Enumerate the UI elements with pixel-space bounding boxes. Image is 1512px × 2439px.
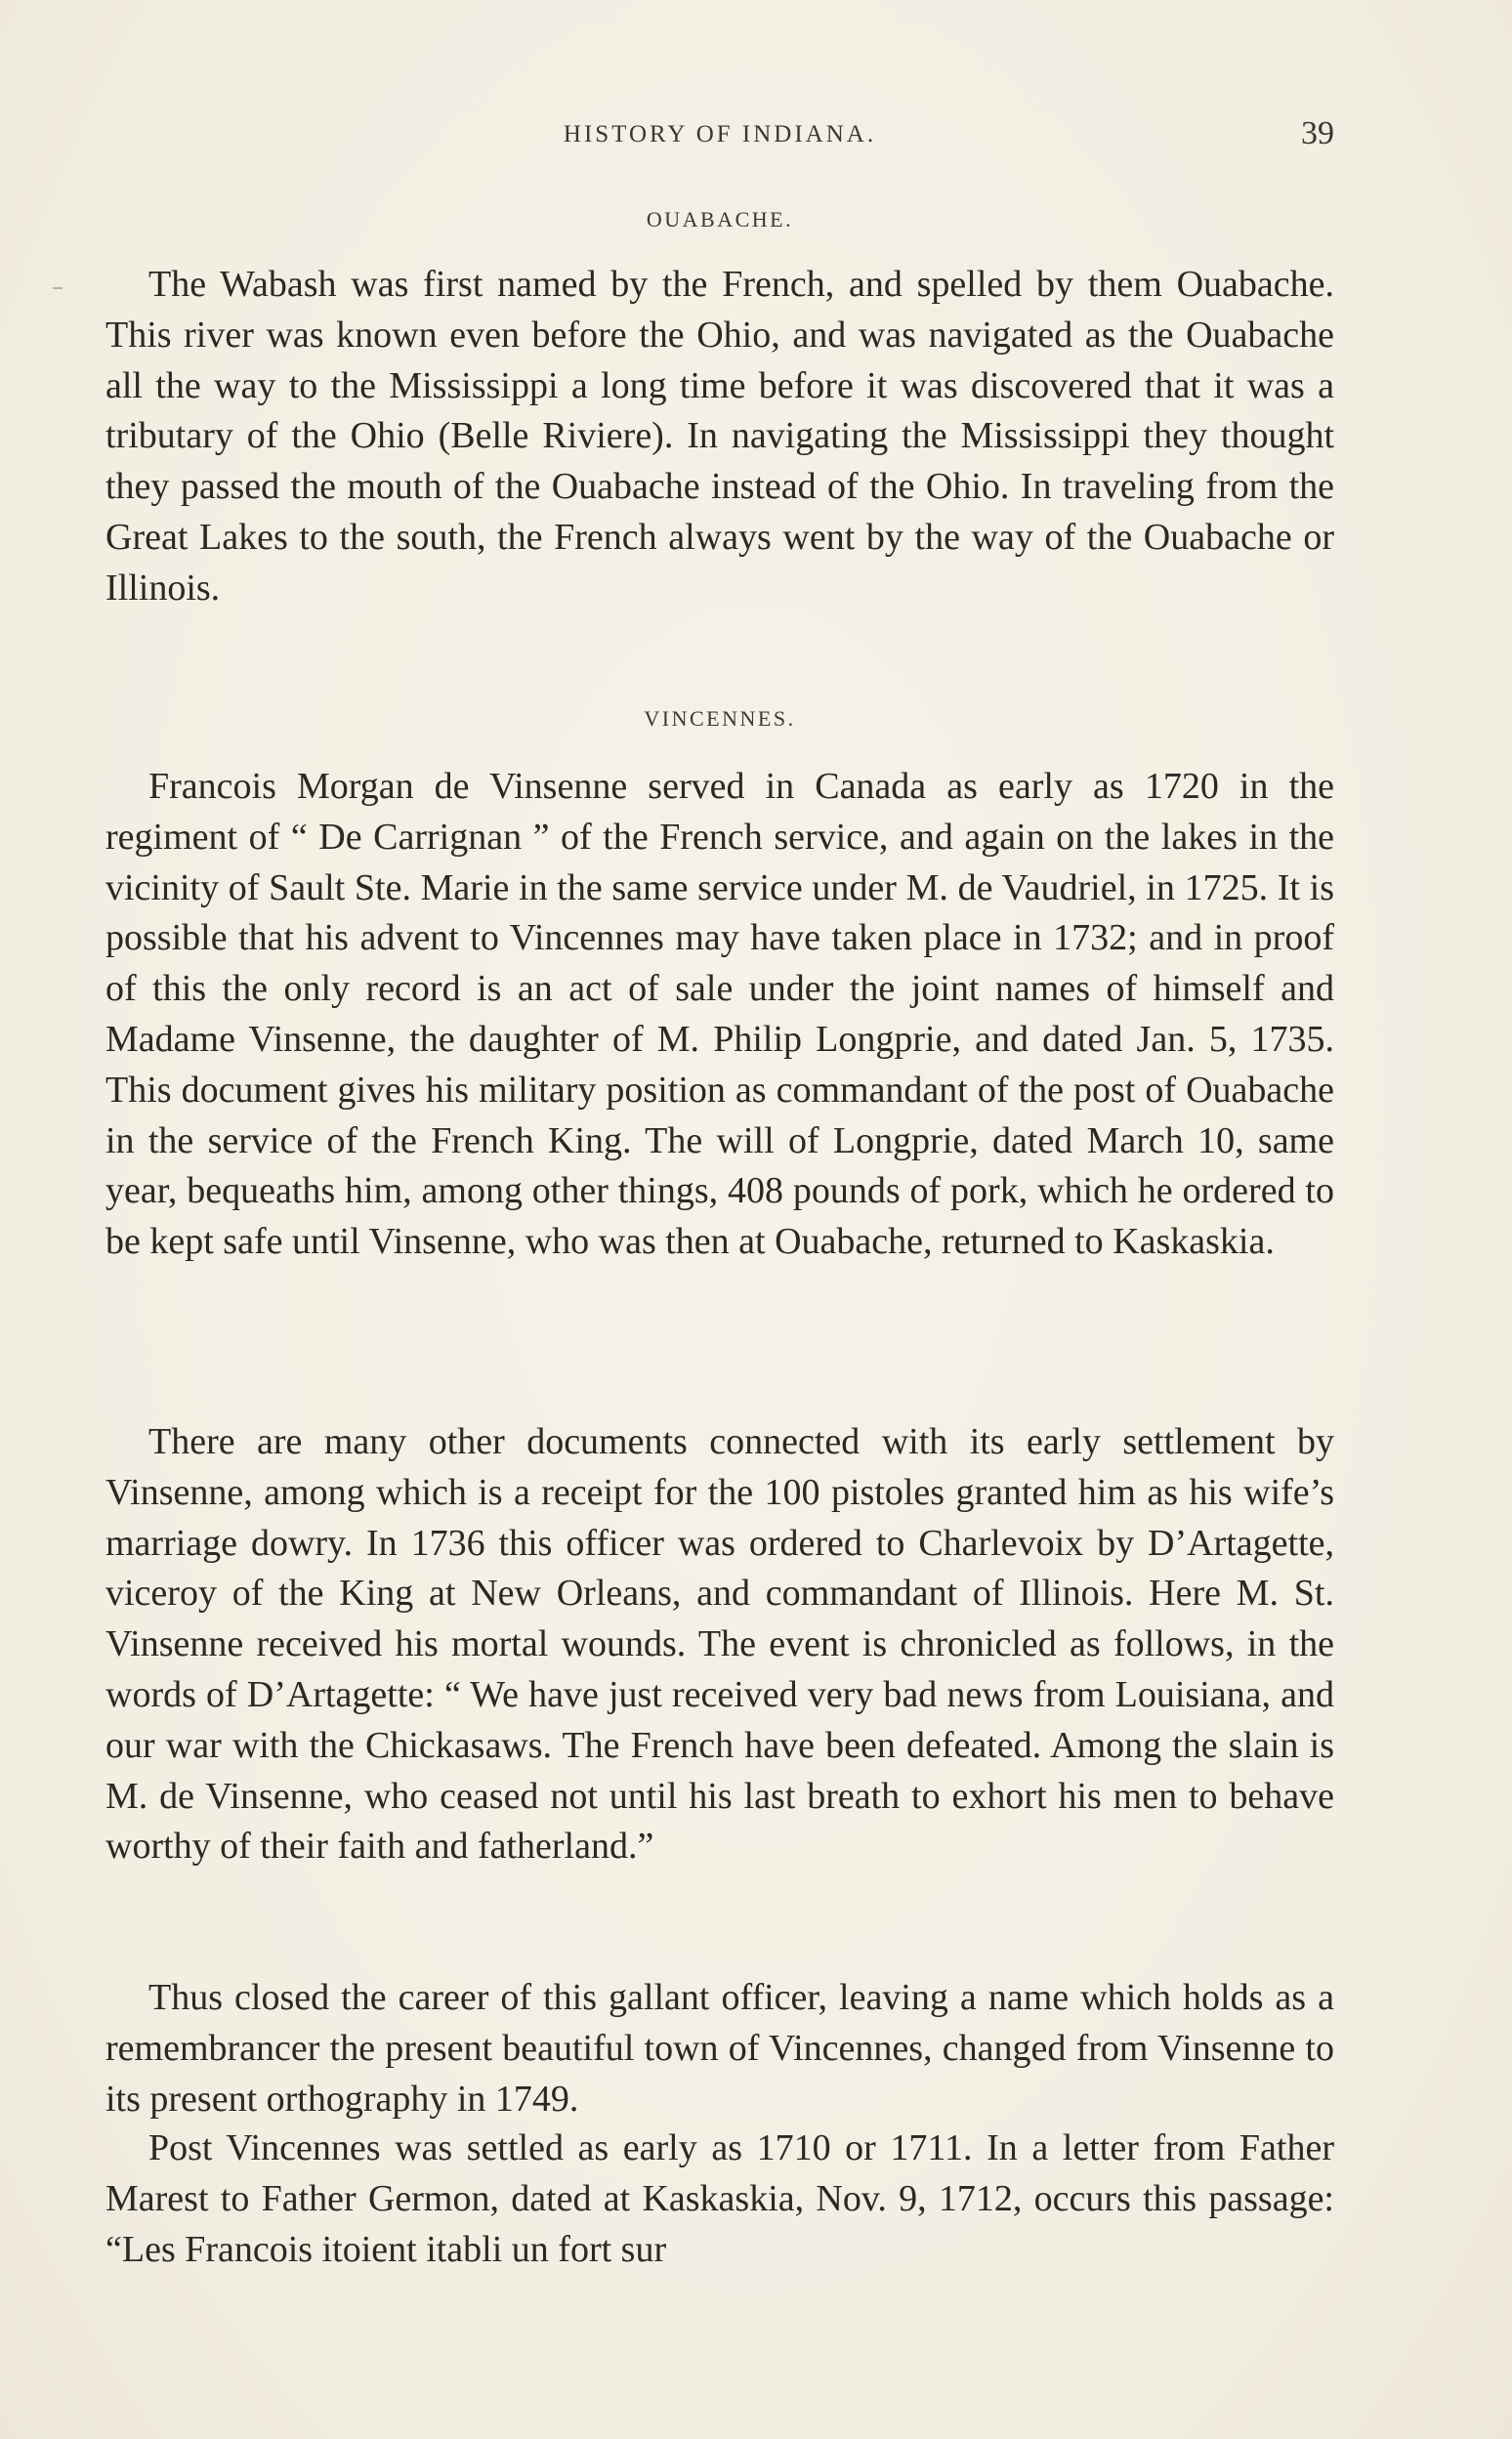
paragraph-vinsenne-service: Francois Morgan de Vinsenne served in Canada as early as 1720 in the regiment of “ De Carrignan ” of the French service, and again on the lakes in the vicinity of Sault Ste. Marie in the same service under M. de Vaudriel, in 1725. It is possible that his advent to Vincennes may have taken place in 1732; and in proof of this the only record is an act of sale under the joint names of himself and Madame Vinsenne, the daughter of M. Philip Longprie, and dated Jan. 5, 1735. This document gives his military position as commandant of the post of Ouabache in the service of the French King. The will of Longprie, dated March 10, same year, bequeaths him, among other things, 408 pounds of pork, which he ordered to be kept safe until Vinsenne, who was then at Ouabache, returned to Kaskaskia.	[105, 766, 1334, 1263]
section-heading-ouabache: OUABACHE.	[646, 207, 794, 231]
page-number: 39	[1301, 115, 1334, 151]
paragraph-documents: There are many other documents connected with its early settlement by Vinsenne, among which is a receipt for the 100 pistoles granted him as his wife’s marriage dowry. In 1736 this officer was ordered to Charlevoix by D’Artagette, viceroy of the King at New Orleans, and commandant of Illinois. Here M. St. Vinsenne received his mortal wounds. The event is chronicled as follows, in the words of D’Artagette: “ We have just received very bad news from Louisiana, and our war with the Chickasaws. The French have been defeated. Among the slain is M. de Vinsenne, who ceased not until his last breath to exhort his men to behave worthy of their faith and fatherland.”	[105, 1421, 1334, 1868]
page-header	[105, 115, 1334, 154]
paragraph-ouabache: The Wabash was first named by the French, and spelled by them Ouabache. This river was known even before the Ohio, and was navigated as the Ouabache all the way to the Mississippi a long time before it was discovered that it was a tributary of the Ohio (Belle Riviere). In navigating the Mississippi they thought they passed the mouth of the Ouabache instead of the Ohio. In traveling from the Great Lakes to the south, the French always went by the way of the Ouabache or Illinois.	[105, 264, 1334, 609]
running-head: HISTORY OF INDIANA.	[563, 121, 877, 147]
paragraph-post-vincennes: Post Vincennes was settled as early as 1710 or 1711. In a letter from Father Marest to Father Germon, dated at Kaskaskia, Nov. 9, 1712, occurs this passage: “Les Francois itoient itabli un fort sur	[105, 2127, 1334, 2270]
section-heading-vincennes: VINCENNES.	[644, 706, 796, 731]
margin-mark	[53, 287, 63, 289]
paragraph-career: Thus closed the career of this gallant officer, leaving a name which holds as a remembrancer the present beautiful town of Vincennes, changed from Vinsenne to its present orthography in 1749.	[105, 1977, 1334, 2120]
